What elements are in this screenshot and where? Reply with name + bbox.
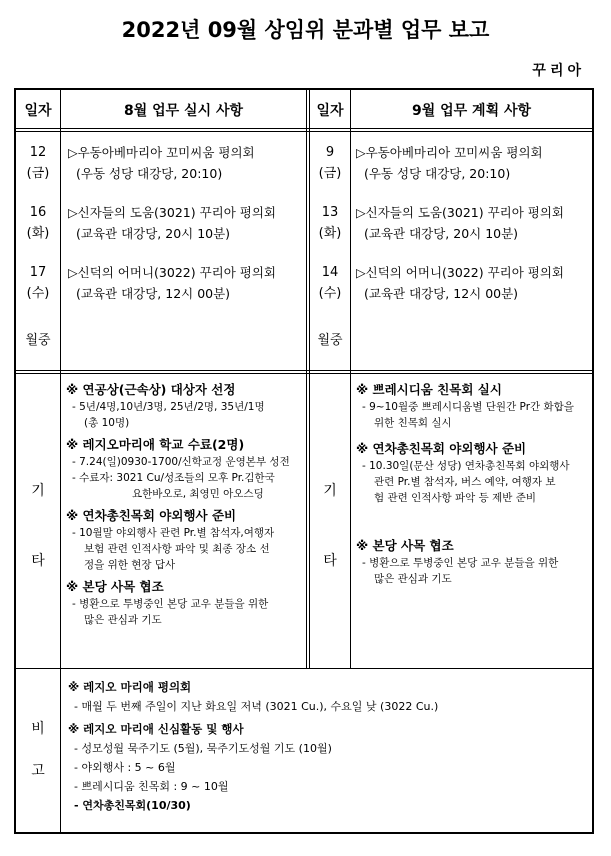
sep-event-2 xyxy=(356,202,564,244)
etc-aug-line: 보험 관련 인적사항 파악 및 최종 장소 선 xyxy=(84,543,270,555)
notes-line: - 야외행사 : 5 ~ 6월 xyxy=(74,761,176,774)
sep-date-2 xyxy=(310,202,350,244)
notes-heading-1: ※ 레지오 마리애 평의회 xyxy=(68,680,192,694)
aug-date-monthly: 월중 xyxy=(25,333,51,348)
etc-aug-heading-4: ※ 본당 사목 협조 xyxy=(66,579,164,594)
notes-heading-2: ※ 레지오 마리애 신심활동 및 행사 xyxy=(68,722,244,736)
etc-aug-line: - 5년/4명,10년/3명, 25년/2명, 35년/1명 xyxy=(72,401,265,413)
etc-sep-line: - 병환으로 투병중인 본당 교우 분들을 위한 xyxy=(362,557,559,569)
etc-label-top: 기 xyxy=(323,483,337,499)
etc-sep-line: - 10.30일(문산 성당) 연차총친목회 야외행사 xyxy=(362,460,570,472)
weekday: (화) xyxy=(26,226,50,241)
event-title: ▷신자들의 도움(3021) 꾸리아 평의회 xyxy=(68,205,276,220)
day-number: 16 xyxy=(29,205,47,220)
date-col-divider-right xyxy=(350,90,351,668)
etc-aug-line: 요한바오로, 최영민 아오스딩 xyxy=(132,488,264,500)
weekday: (화) xyxy=(318,226,342,241)
notes-line: - 성모성월 묵주기도 (5월), 묵주기도성월 기도 (10월) xyxy=(74,742,332,755)
header-date-left: 일자 xyxy=(24,103,52,119)
aug-event-1 xyxy=(68,142,255,184)
etc-aug-line: - 병환으로 투병중인 본당 교우 분들을 위한 xyxy=(72,598,269,610)
etc-label-bottom: 타 xyxy=(323,553,337,569)
sep-event-3 xyxy=(356,262,564,304)
weekday: (수) xyxy=(318,286,342,301)
event-detail: (교육관 대강당, 12시 00분) xyxy=(76,286,231,301)
etc-label-right xyxy=(310,480,350,570)
etc-sep-line: - 9~10월중 쁘레시디움별 단원간 Pr간 화합을 xyxy=(362,401,574,413)
etc-sep-line: 위한 친목회 실시 xyxy=(374,417,452,429)
notes-line: - 쁘레시디움 친목회 : 9 ~ 10월 xyxy=(74,780,229,793)
date-col-divider-left xyxy=(60,90,61,668)
aug-date-3 xyxy=(16,262,60,304)
etc-aug-line: 많은 관심과 기도 xyxy=(84,614,162,626)
etc-aug-line: - 7.24(일)0930-1700/신학교정 운영본부 성전 xyxy=(72,456,290,468)
etc-aug-line: 정을 위한 현장 답사 xyxy=(84,559,176,571)
weekday: (금) xyxy=(318,166,342,181)
etc-divider xyxy=(16,370,592,374)
weekday: (수) xyxy=(26,286,50,301)
aug-event-3 xyxy=(68,262,276,304)
event-detail: (우동 성당 대강당, 20:10) xyxy=(364,166,511,181)
spacer xyxy=(356,506,574,532)
notes-label-bottom: 고 xyxy=(31,763,45,779)
notes-label-divider xyxy=(60,668,61,834)
notes-label-top: 비 xyxy=(31,721,45,737)
etc-aug-heading-2: ※ 레지오마리애 학교 수료(2명) xyxy=(66,437,245,452)
etc-label-left xyxy=(16,480,60,570)
etc-sep-line: 관련 Pr.별 참석자, 버스 예약, 여행자 보 xyxy=(374,476,556,488)
event-title: ▷우동아베마리아 꼬미씨움 평의회 xyxy=(68,145,255,160)
weekday: (금) xyxy=(26,166,50,181)
sep-date-3 xyxy=(310,262,350,304)
day-number: 12 xyxy=(29,145,47,160)
header-divider xyxy=(16,128,592,132)
notes-line: - 연차총친목회(10/30) xyxy=(74,799,191,812)
event-title: ▷신자들의 도움(3021) 꾸리아 평의회 xyxy=(356,205,564,220)
etc-label-top: 기 xyxy=(31,483,45,499)
sep-date-monthly: 월중 xyxy=(317,333,343,348)
notes-line: - 매월 두 번째 주일이 지난 화요일 저녁 (3021 Cu.), 수요일 낮 (3022 Cu.) xyxy=(74,700,439,713)
event-title: ▷신덕의 어머니(3022) 꾸리아 평의회 xyxy=(68,265,276,280)
etc-sep-heading-3: ※ 본당 사목 협조 xyxy=(356,538,454,553)
sep-event-1 xyxy=(356,142,543,184)
aug-date-1 xyxy=(16,142,60,184)
aug-event-2 xyxy=(68,202,276,244)
etc-sep-heading-1: ※ 쁘레시디움 친목회 실시 xyxy=(356,382,502,397)
event-detail: (우동 성당 대강당, 20:10) xyxy=(76,166,223,181)
report-title: 2022년 09월 상임위 분과별 업무 보고 xyxy=(121,18,490,42)
event-title: ▷우동아베마리아 꼬미씨움 평의회 xyxy=(356,145,543,160)
day-number: 17 xyxy=(29,265,47,280)
event-title: ▷신덕의 어머니(3022) 꾸리아 평의회 xyxy=(356,265,564,280)
etc-sep-line: 많은 관심과 기도 xyxy=(374,573,452,585)
day-number: 9 xyxy=(325,145,335,160)
etc-aug-line: - 수료자: 3021 Cu/성조들의 모후 Pr.김한국 xyxy=(72,472,275,484)
header-date-right: 일자 xyxy=(316,103,344,119)
report-table xyxy=(14,88,594,834)
event-detail: (교육관 대강당, 20시 10분) xyxy=(76,226,231,241)
etc-sep-line: 험 관련 인적사항 파악 등 제반 준비 xyxy=(374,492,537,504)
etc-september-block xyxy=(356,380,574,587)
etc-aug-heading-3: ※ 연차총친목회 야외행사 준비 xyxy=(66,508,237,523)
day-number: 13 xyxy=(321,205,339,220)
header-august: 8월 업무 실시 사항 xyxy=(123,103,244,119)
etc-label-bottom: 타 xyxy=(31,553,45,569)
sep-date-1 xyxy=(310,142,350,184)
event-detail: (교육관 대강당, 20시 10분) xyxy=(364,226,519,241)
etc-aug-line: - 10월말 야외행사 관련 Pr.별 참석자,여행자 xyxy=(72,527,275,539)
etc-august-block xyxy=(66,380,290,628)
notes-divider xyxy=(16,668,592,669)
event-detail: (교육관 대강당, 12시 00분) xyxy=(364,286,519,301)
etc-aug-heading-1: ※ 연공상(근속상) 대상자 선정 xyxy=(66,382,236,397)
notes-block xyxy=(68,678,438,815)
day-number: 14 xyxy=(321,265,339,280)
etc-sep-heading-2: ※ 연차총친목회 야외행사 준비 xyxy=(356,441,527,456)
header-september: 9월 업무 계획 사항 xyxy=(411,103,532,119)
aug-date-2 xyxy=(16,202,60,244)
organization-name: 꾸리아 xyxy=(532,63,585,79)
notes-label xyxy=(16,718,60,780)
etc-aug-line: (총 10명) xyxy=(84,417,130,429)
